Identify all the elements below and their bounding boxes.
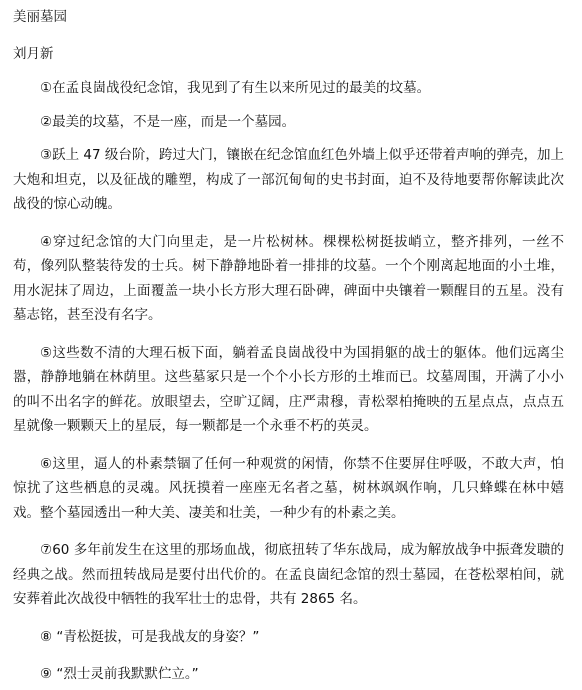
article-author: 刘月新 xyxy=(13,46,54,62)
paragraph-4: ④穿过纪念馆的大门向里走，是一片松树林。棵棵松树挺拔峭立，整齐排列，一丝不苟，像列队整装待发的士兵。树下静静地卧着一排排的坟墓。一个个刚离起地面的小土堆，用水泥抹了周边，上面覆盖一块小长方形大理石卧碑，碑面中央镶着一颗醒目的五星。没有墓志铭，甚至没有名字。 xyxy=(13,233,564,323)
paragraph-2: ②最美的坟墓，不是一座，而是一个墓园。 xyxy=(40,113,296,130)
article-title: 美丽墓园 xyxy=(13,9,67,25)
paragraph-9: ⑨ “烈士灵前我默默伫立。” xyxy=(40,666,199,682)
paragraph-7: ⑦60 多年前发生在这里的那场血战，彻底扭转了华东战局，成为解放战争中振聋发聩的经典之战。然而扭转战局是要付出代价的。在孟良崮纪念馆的烈士墓园，在苍松翠柏间，就安葬着此次战役中牺牲的我军壮士的忠骨，共有 2865 名。 xyxy=(13,542,564,607)
paragraph-8: ⑧ “青松挺拔，可是我战友的身姿？” xyxy=(40,628,260,645)
paragraph-1: ①在孟良崮战役纪念馆，我见到了有生以来所见过的最美的坟墓。 xyxy=(40,80,431,96)
paragraph-5: ⑤这些数不清的大理石板下面，躺着孟良崮战役中为国捐躯的战士的躯体。他们远离尘嚣，静静地躺在林荫里。这些墓冢只是一个个小长方形的土堆而已。坟墓周围，开满了小小的叫不出名字的鲜花。放眼望去，空旷辽阔，庄严肃穆，青松翠柏掩映的五星点点，点点五星就像一颗颗天上的星辰，每一颗都是一个永垂不朽的英灵。 xyxy=(13,344,564,434)
paragraph-3: ③跃上 47 级台阶，跨过大门，镶嵌在纪念馆血红色外墙上似乎还带着声响的弹壳，加上大炮和坦克，以及征战的雕塑，构成了一部沉甸甸的史书封面，迫不及待地要帮你解读此次战役的惊心动魄。 xyxy=(13,147,564,212)
paragraph-6: ⑥这里，逼人的朴素禁锢了任何一种观赏的闲情，你禁不住要屏住呼吸，不敢大声，怕惊扰了这些栖息的灵魂。风抚摸着一座座无名者之墓，树林飒飒作响，几只蜂蝶在林中嬉戏。整个墓园透出一种大美、凄美和壮美，一种少有的朴素之美。 xyxy=(13,455,564,521)
